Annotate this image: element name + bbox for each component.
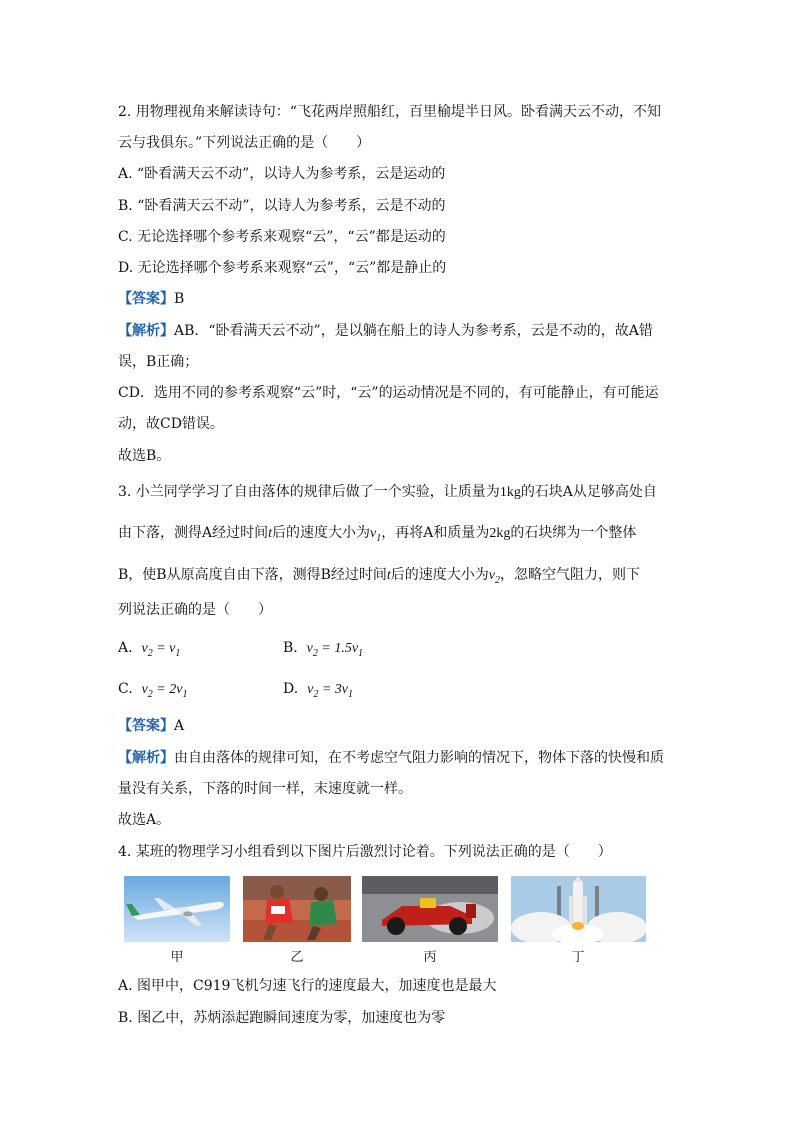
answer-tag: 【答案】: [118, 291, 174, 307]
q3-stem-line4: 列说法正确的是（ ）: [118, 602, 272, 618]
time-symbol: t: [268, 526, 273, 541]
v-subscript: 2: [313, 688, 319, 700]
v-subscript: 1: [376, 532, 382, 544]
q3-stem-text: 的石块A从足够高处自: [520, 484, 657, 500]
q3-stem-text: B，使B从原高度自由下落，测得B经过时间: [118, 567, 387, 583]
q2-option-b: B. “卧看满天云不动”，以诗人为参考系，云是不动的: [118, 198, 446, 214]
v-subscript: 2: [312, 647, 318, 659]
photo-sprinters: [243, 876, 351, 942]
q3-stem-line3: [118, 565, 640, 591]
v-subscript: 2: [147, 688, 153, 700]
q3-option-c: [118, 679, 187, 705]
v-subscript: 2: [494, 574, 500, 586]
v-letter: v: [370, 526, 377, 541]
q3-stem-text: 的石块绑为一个整体: [510, 525, 637, 541]
photo-race-car: [362, 876, 498, 942]
option-expr: = v: [156, 641, 176, 656]
analysis-text: 由自由落体的规律可知，在不考虑空气阻力影响的情况下，物体下落的快慢和质: [174, 750, 664, 766]
mass-2: 2kg: [489, 526, 511, 541]
q3-stem-line1: [118, 482, 657, 503]
v1-symbol: [370, 526, 382, 544]
analysis-tag: 【解析】: [118, 323, 174, 339]
v2-symbol: [488, 568, 500, 586]
v-letter: v: [141, 682, 148, 697]
v-subscript: 2: [147, 647, 153, 659]
v-subscript: 1: [182, 688, 188, 700]
q2-option-c: C. 无论选择哪个参考系来观察“云”，“云”都是运动的: [118, 229, 446, 245]
answer-value: B: [174, 291, 185, 307]
v-letter: v: [306, 641, 313, 656]
option-label: D.: [283, 681, 299, 697]
time-symbol: t: [386, 568, 391, 583]
q3-stem-line2: [118, 523, 636, 549]
q2-stem-line2: 云与我俱东。”下列说法正确的是（ ）: [118, 135, 371, 151]
q3-stem-text: ，再将A和质量为: [381, 525, 490, 541]
q2-stem-line1: 2. 用物理视角来解读诗句：“飞花两岸照船红，百里榆堤半日风。卧看满天云不动，不知: [118, 104, 661, 120]
q3-option-b: [283, 638, 363, 664]
q2-analysis-line1: [118, 321, 653, 341]
q2-analysis-line2: 误，B正确；: [118, 354, 199, 370]
option-expr: = 2v: [156, 682, 183, 697]
q3-stem-text: ，忽略空气阻力，则下: [499, 567, 640, 583]
q4-option-a: A. 图甲中，C919飞机匀速飞行的速度最大，加速度也是最大: [118, 978, 497, 994]
q3-answer: [118, 716, 184, 736]
photo-rocket-launch: [511, 876, 646, 942]
q2-conclusion: 故选B。: [118, 448, 171, 464]
v-letter: v: [307, 682, 314, 697]
q4-stem: 4. 某班的物理学习小组看到以下图片后激烈讨论着。下列说法正确的是（ ）: [118, 844, 612, 860]
q2-option-d: D. 无论选择哪个参考系来观察“云”，“云”都是静止的: [118, 260, 447, 276]
analysis-text: AB．“卧看满天云不动”，是以躺在船上的诗人为参考系，云是不动的，故A错: [174, 323, 653, 339]
q2-answer: [118, 289, 184, 309]
q2-option-a: A. “卧看满天云不动”，以诗人为参考系，云是运动的: [118, 166, 446, 182]
q2-analysis-line4: 动，故CD错误。: [118, 416, 224, 432]
v-subscript: 1: [347, 688, 353, 700]
v-letter: v: [141, 641, 148, 656]
q3-option-a: [118, 638, 180, 664]
caption-ding: 丁: [571, 950, 585, 965]
q2-analysis-line3: CD．选用不同的参考系观察“云”时，“云”的运动情况是不同的，有可能静止，有可能运: [118, 385, 659, 401]
caption-bing: 丙: [423, 950, 437, 965]
option-label: A.: [118, 640, 133, 656]
caption-yi: 乙: [290, 950, 304, 965]
q3-analysis-line1: [118, 748, 664, 768]
option-expr: = 1.5v: [321, 641, 359, 656]
q4-option-b: B. 图乙中，苏炳添起跑瞬间速度为零，加速度也为零: [118, 1010, 446, 1026]
v-subscript: 1: [175, 647, 181, 659]
v-letter: v: [488, 568, 495, 583]
option-label: C.: [118, 681, 133, 697]
v-subscript: 1: [358, 647, 364, 659]
q3-stem-text: 由下落，测得A经过时间: [118, 525, 269, 541]
answer-tag: 【答案】: [118, 718, 174, 734]
answer-value: A: [174, 718, 185, 734]
option-expr: = 3v: [321, 682, 348, 697]
option-label: B.: [283, 640, 298, 656]
q3-stem-text: 后的速度大小为: [390, 567, 489, 583]
q3-stem-text: 3. 小兰同学学习了自由落体的规律后做了一个实验，让质量为: [118, 484, 500, 500]
q3-conclusion: 故选A。: [118, 812, 171, 828]
mass-1: 1kg: [499, 485, 521, 500]
q3-analysis-line2: 量没有关系，下落的时间一样，末速度就一样。: [118, 781, 412, 797]
q3-option-d: [283, 679, 353, 705]
photo-airplane: [124, 876, 230, 942]
q3-stem-text: 后的速度大小为: [272, 525, 371, 541]
analysis-tag: 【解析】: [118, 750, 174, 766]
caption-jia: 甲: [170, 950, 184, 965]
